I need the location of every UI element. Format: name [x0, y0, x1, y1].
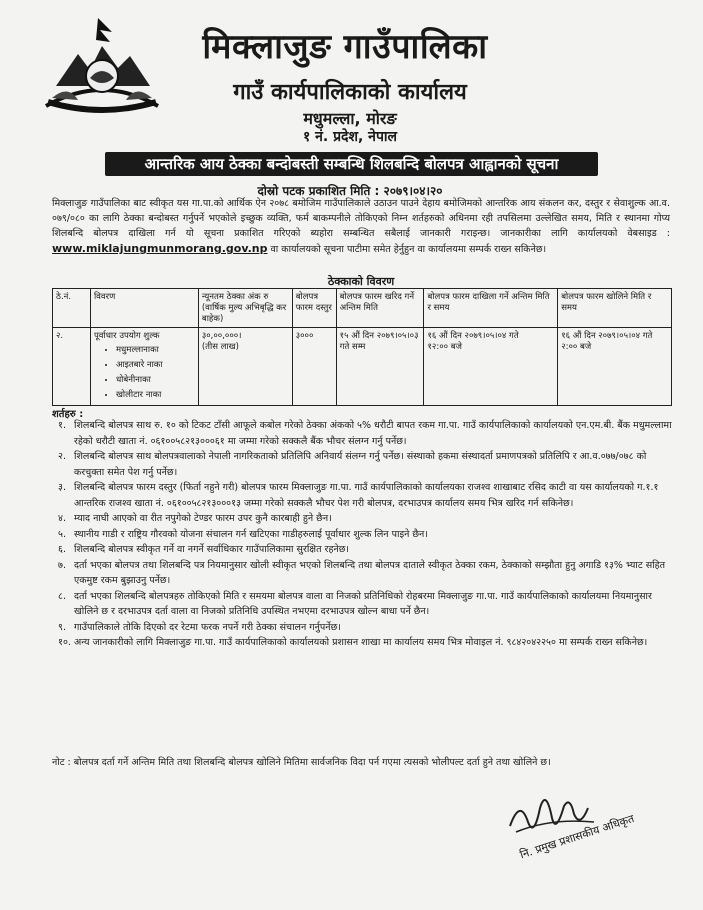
condition-number: १०.: [58, 637, 71, 648]
table-header-row: [53, 289, 672, 328]
cell-description: [90, 328, 198, 406]
signer-title: नि. प्रमुख प्रशासकीय अधिकृत: [518, 812, 636, 862]
condition-item: [52, 589, 672, 620]
list-item: • धोबेनीनाका: [116, 373, 195, 388]
header-open-date: बोलपत्र फारम खोलिने मिति र समय: [558, 289, 672, 328]
open-time: २:०० बजे: [561, 342, 592, 352]
condition-item: [52, 635, 672, 651]
checkpoint-list: [94, 343, 195, 403]
header-buy-deadline: बोलपत्र फारम खरिद गर्ने अन्तिम मिति: [336, 289, 424, 328]
publish-date: दोस्रो पटक प्रकाशित मिति : २०७९।०४।२०: [257, 184, 443, 198]
header-form-fee: बोलपत्र फारम दस्तुर: [292, 289, 336, 328]
condition-number: २.: [58, 451, 66, 462]
condition-text: शिलबन्दि बोलपत्र साथ रु. १० को टिकट टाँसी आफूले कबोल गरेको ठेक्का अंकको ५% धरौटी बापत रकम गा.पा. गाउँ कार्यपालिकाको कार्यालयको एन.एम.बी. बैंक मधुमल्लामा रहेको धरौटी खाता नं. ०६१००५८२१३०००६१ मा जम्मा गरेको सक्कलै बैंक भौचर संलग्न गर्नु पर्नेछ।: [74, 420, 672, 447]
condition-item: [52, 449, 672, 480]
intro-text: मिक्लाजुङ गाउँपालिका बाट स्वीकृत यस गा.पा.को आर्थिक ऐन २०७८ बमोजिम गाउँपालिकाले उठाउन पाउने देहाय बमोजिमको आन्तरिक आय संकलन कर, दस्तुर र सेवाशुल्क आ.व. ०७९/०८० का लागि ठेक्का बन्दोबस्त गर्नुपर्ने भएकोले इच्छुक व्यक्ति, फर्म बाकम्पनीले तोकिएको निम्न शर्तहरुको अधिनमा रही तपसिलमा उल्लेखित समय, मिति र स्थानमा गोप्य शिलबन्दि बोलपत्र दाखिला गर्न यो सूचना प्रकाशित गरिएको ब्यहोरा सम्बन्धित सबैलाई जानकारी गराइन्छ। जानकारीका लागि कार्यालयको वेबसाइड :: [52, 198, 670, 239]
table-row: [53, 328, 672, 406]
contract-details-table: [52, 288, 672, 406]
conditions-list: [52, 418, 672, 651]
condition-text: दर्ता भएका शिलबन्दि बोलपत्रहरु तोकिएको मिति र समयमा बोलपत्र वाला वा निजको प्रतिनिधिको रोहबरमा मिक्लाजुङ गा.पा. गाउँ कार्यपालिकाको कार्यालयमा नियमानुसार खोलिने छ र दरभाउपत्र दर्ता वाला वा निजको प्रतिनिधि उपस्थित नभएमा दरभाउपत्र खोल्न बाधा पर्ने छैन।: [74, 590, 652, 617]
condition-text: शिलबन्दि बोलपत्र स्वीकृत गर्ने वा नगर्ने सर्वाधिकार गाउँपालिकामा सुरक्षित रहनेछ।: [74, 544, 350, 555]
amount-figure: ३०,००,०००।: [201, 331, 242, 341]
condition-item: [52, 480, 672, 511]
cell-min-amount: [198, 328, 292, 406]
cell-contract-no: २.: [53, 328, 91, 406]
condition-text: गाउँपालिकाले तोकि दिएको दर रेटमा फरक नपर्ने गरी ठेक्का संचालन गर्नुपर्नेछ।: [74, 621, 341, 633]
condition-number: ५.: [58, 528, 66, 540]
condition-text: स्थानीय गाडी र राष्ट्रिय गौरवको योजना संचालन गर्न खटिएका गाडीहरुलाई पूर्वाधार शुल्क लिन पाइने छैन।: [74, 528, 428, 540]
note-text: नोट : बोलपत्र दर्ता गर्ने अन्तिम मिति तथा शिलबन्दि बोलपत्र खोलिने मितिमा सार्वजनिक विदा पर्न गएमा त्यसको भोलीपल्ट दर्ता हुने तथा खोलिने छ।: [52, 757, 551, 768]
header-description: विवरण: [90, 289, 198, 328]
condition-text: शिलबन्दि बोलपत्र फारम दस्तुर (फिर्ता नहुने गरी) बोलपत्र फारम मिक्लाजुङ गा.पा. गाउँ कार्यपालिकाको कार्यालयका राजश्व शाखाबाट रसिद काटी वा यस कार्यालयको ग.१.१ आन्तरिक राजश्व खाता नं. ०६१००५८२१३०००१३ जम्मा गरेको सक्कलै भौचर पेश गरी बोलपत्र, दरभाउपत्र कार्यालय समय भित्र खरिद गर्न सकिनेछ।: [74, 482, 659, 509]
nepal-emblem-icon: [38, 14, 166, 118]
condition-item: [52, 542, 672, 558]
website-link[interactable]: www.miklajungmunmorang.gov.np: [52, 242, 268, 255]
intro-paragraph: [52, 196, 670, 257]
list-item: • मधुमल्लानाका: [116, 343, 195, 358]
header-min-amount: न्यूनतम ठेक्का अंक रु (वार्षिक मुल्य अभिबृद्धि कर बाहेक): [198, 289, 292, 328]
condition-item: [52, 527, 672, 543]
office-title: गाउँ कार्यपालिकाको कार्यालय: [233, 80, 467, 105]
intro-text-after: वा कार्यालयको सूचना पाटीमा समेत हेर्नुहुन वा कार्यालयमा सम्पर्क राख्न सकिनेछ।: [270, 244, 547, 255]
condition-number: ३.: [58, 482, 66, 493]
condition-text: शिलबन्दि बोलपत्र साथ बोलपत्रवालाको नेपाली नागरिकताको प्रतिलिपि अनिवार्य संलग्न गर्नु पर्नेछ। संस्थाको हकमा संस्थादर्ता प्रमाणपत्रको प्रतिलिपि र आ.व.०७७/०७८ को करचुक्ता समेत पेश गर्नु पर्नेछ।: [74, 451, 647, 478]
notice-banner: आन्तरिक आय ठेक्का बन्दोबस्ती सम्बन्धि शिलबन्दि बोलपत्र आह्वानको सूचना: [105, 152, 598, 176]
condition-number: ६.: [58, 544, 66, 555]
conditions-heading: शर्तहरु :: [52, 409, 84, 420]
condition-number: १.: [58, 420, 66, 431]
province-line: १ नं. प्रदेश, नेपाल: [302, 129, 398, 145]
condition-item: [52, 558, 672, 589]
cell-buy-deadline: १५ औं दिन २०७९।०५।०३ गते सम्म: [336, 328, 424, 406]
submit-time: १२:०० बजे: [427, 342, 462, 352]
header-submit-deadline: बोलपत्र फारम दाखिला गर्ने अन्तिम मिति र समय: [424, 289, 558, 328]
condition-item: [52, 418, 672, 449]
table-caption: ठेक्काको विवरण: [327, 275, 395, 288]
cell-open-date: [558, 328, 672, 406]
condition-item: [52, 620, 672, 636]
condition-item: [52, 511, 672, 527]
condition-number: ८.: [58, 590, 66, 602]
submit-date: १६ औं दिन २०७९।०५।०४ गते: [427, 331, 519, 341]
list-item: • आइतबारे नाका: [116, 358, 195, 373]
amount-words: (तीस लाख): [201, 342, 239, 352]
desc-title: पूर्वाधार उपयोग शुल्क: [93, 331, 160, 341]
condition-number: ४.: [58, 513, 66, 524]
condition-number: ७.: [58, 559, 66, 571]
office-address: मधुमल्ला, मोरङ: [303, 109, 397, 128]
condition-text: म्याद नाघी आएको वा रीत नपुगेको टेण्डर फारम उपर कुनै कारबाही हुने छैन।: [74, 513, 332, 524]
condition-number: ९.: [58, 621, 66, 633]
list-item: • खोलीटार नाका: [116, 388, 195, 403]
header-contract-no: ठे.नं.: [53, 289, 91, 328]
open-date: १६ औं दिन २०७९।०५।०४ गते: [561, 331, 653, 341]
condition-text: दर्ता भएका बोलपत्र तथा शिलबन्दि पत्र नियमानुसार खोली स्वीकृत भएको शिलबन्दि तथा बोलपत्र दाताले स्वीकृत ठेक्का रकम, ठेक्काको सम्झौता हुनु अगाडि १३% भ्याट सहित एकमुष्ट रकम बुझाउनु पर्नेछ।: [74, 559, 666, 586]
cell-submit-deadline: [424, 328, 558, 406]
condition-text: अन्य जानकारीको लागि मिक्लाजुङ गा.पा. गाउँ कार्यपालिकाको कार्यालयको प्रशासन शाखा मा कार्यालय समय भित्र मोवाइल नं. ९८४२०४२२५० मा सम्पर्क राख्न सकिनेछ।: [74, 637, 648, 648]
municipality-title: मिक्लाजुङ गाउँपालिका: [202, 27, 488, 67]
cell-form-fee: ३०००: [292, 328, 336, 406]
